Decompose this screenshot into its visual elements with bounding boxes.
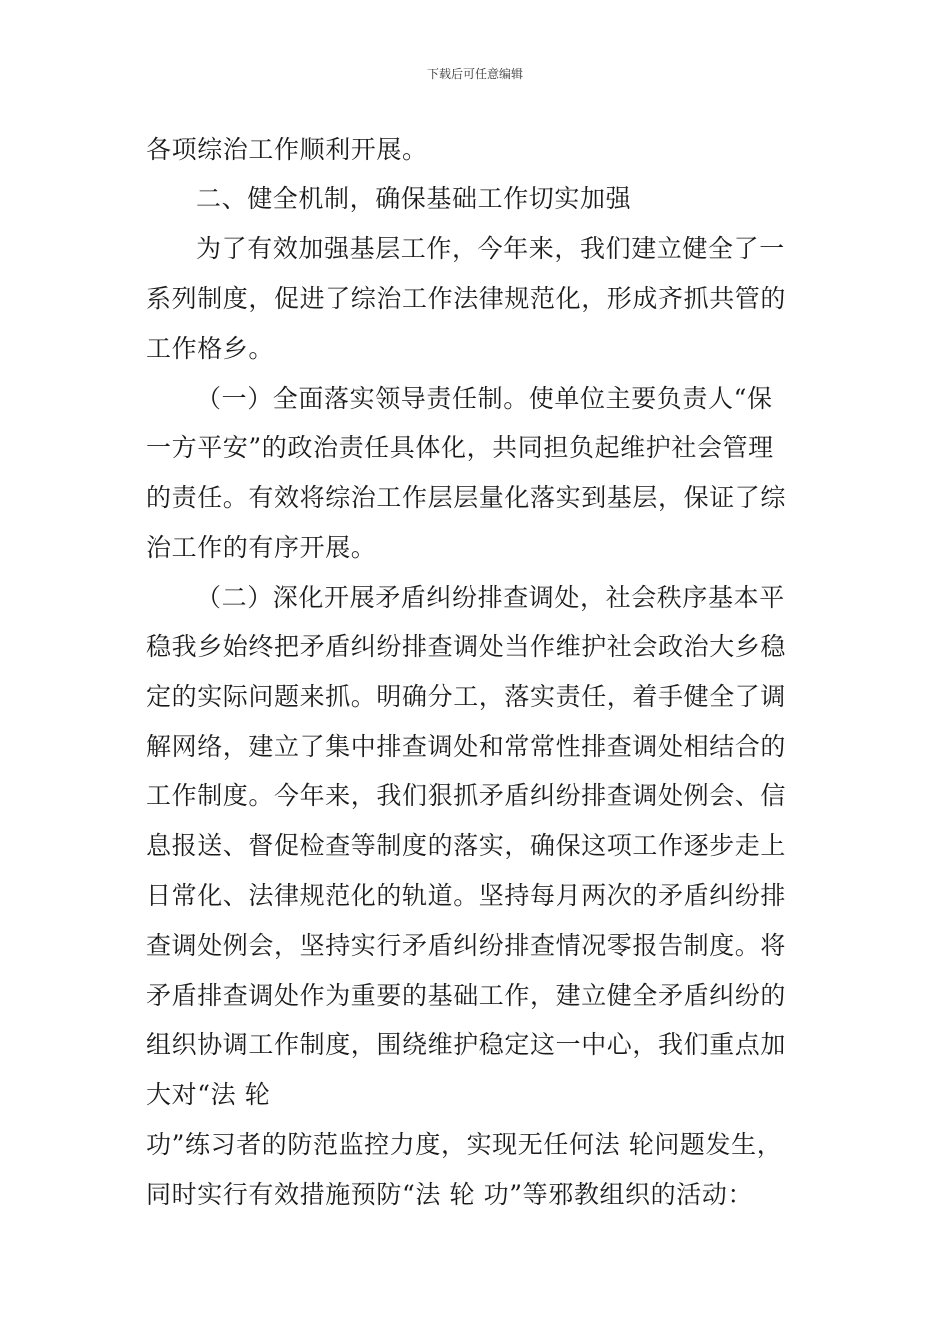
text-line: 日常化、法律规范化的轨道。坚持每月两次的矛盾纠纷排 (146, 881, 787, 910)
text-line: 一方平安”的政治责任具体化，共同担负起维护社会管理 (146, 433, 774, 462)
text-line: 功”练习者的防范监控力度，实现无任何法 轮问题发生， (146, 1130, 783, 1159)
text-line: 治工作的有序开展。 (146, 533, 377, 562)
text-line: 解网络，建立了集中排查调处和常常性排查调处相结合的 (146, 732, 787, 761)
text-line: 大对“法 轮 (146, 1080, 271, 1109)
section-heading: 二、健全机制，确保基础工作切实加强 (196, 184, 632, 213)
text-line: 为了有效加强基层工作，今年来，我们建立健全了一 (196, 234, 785, 263)
text-line: 查调处例会，坚持实行矛盾纠纷排查情况零报告制度。将 (146, 931, 787, 960)
text-line: 息报送、督促检查等制度的落实，确保这项工作逐步走上 (146, 831, 787, 860)
text-line: 系列制度，促进了综治工作法律规范化，形成齐抓共管的 (146, 284, 787, 313)
text-line: （一）全面落实领导责任制。使单位主要负责人“保 (196, 384, 773, 413)
text-line: 定的实际问题来抓。明确分工，落实责任，着手健全了调 (146, 682, 787, 711)
text-line: 组织协调工作制度，围绕维护稳定这一中心，我们重点加 (146, 1030, 787, 1059)
text-line: 的责任。有效将综治工作层层量化落实到基层，保证了综 (146, 483, 787, 512)
text-line: 工作制度。今年来，我们狠抓矛盾纠纷排查调处例会、信 (146, 781, 787, 810)
text-line: 各项综治工作顺利开展。 (146, 135, 428, 164)
page-header: 下载后可任意编辑 (426, 67, 523, 81)
text-line: （二）深化开展矛盾纠纷排查调处，社会秩序基本平 (196, 583, 785, 612)
text-line: 工作格乡。 (146, 334, 275, 363)
text-line: 矛盾排查调处作为重要的基础工作，建立健全矛盾纠纷的 (146, 981, 787, 1010)
text-line: 同时实行有效措施预防“法 轮 功”等邪教组织的活动： (146, 1180, 754, 1209)
text-line: 稳我乡始终把矛盾纠纷排查调处当作维护社会政治大乡稳 (146, 632, 787, 661)
